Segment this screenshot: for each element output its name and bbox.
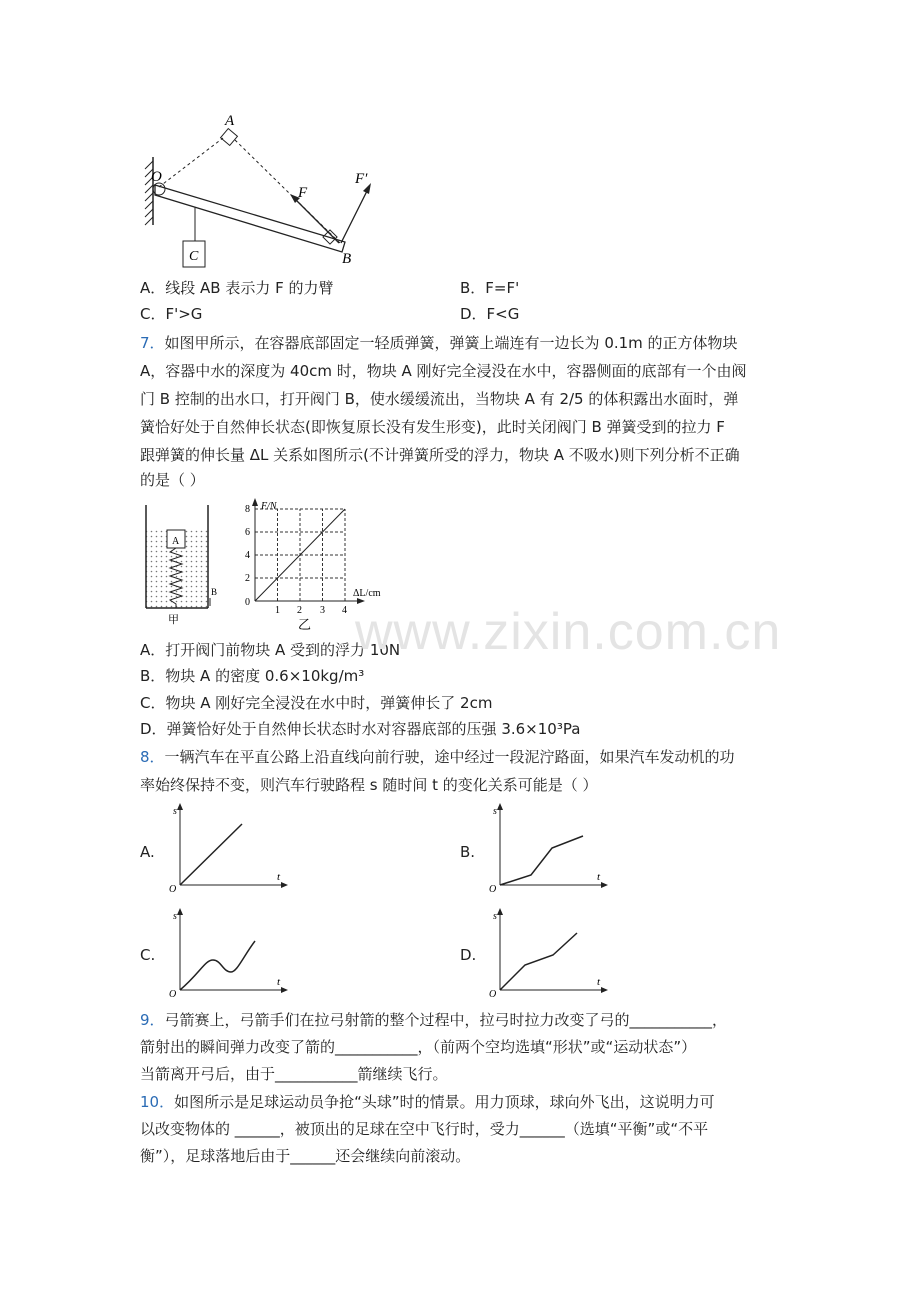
x-tick-4: 4 xyxy=(342,605,347,616)
q8-option-c-label[interactable]: C. xyxy=(140,946,156,964)
st-graph-a[interactable] xyxy=(165,800,290,895)
watermark: www.zixin.com.cn xyxy=(355,603,782,661)
fig-yi-caption: 乙 xyxy=(298,617,312,632)
q7-option-d[interactable]: D．弹簧恰好处于自然伸长状态时水对容器底部的压强 3.6×10³Pa xyxy=(140,720,581,738)
label-O: O xyxy=(151,169,162,185)
st-graph-b[interactable] xyxy=(485,800,610,895)
label-B: B xyxy=(342,251,352,267)
svg-text:t: t xyxy=(277,976,281,988)
q8-number: 8． xyxy=(140,748,165,766)
q6-option-a[interactable]: A．线段 AB 表示力 F 的力臂 xyxy=(140,279,334,297)
q7-line-5: 跟弹簧的伸长量 ΔL 关系如图所示(不计弹簧所受的浮力，物块 A 不吸水)则下列分析不正确 xyxy=(140,446,740,464)
st-graph-c[interactable] xyxy=(165,905,290,1000)
lever-figure xyxy=(135,105,368,270)
svg-text:O: O xyxy=(169,884,177,895)
svg-text:O: O xyxy=(489,989,497,1000)
label-F-prime: F′ xyxy=(355,171,368,187)
y-tick-8: 8 xyxy=(245,504,250,515)
q9-line-1: 9．弓箭赛上，弓箭手们在拉弓射箭的整个过程中，拉弓时拉力改变了弓的___________， xyxy=(140,1011,728,1029)
svg-text:t: t xyxy=(597,976,601,988)
label-F: F xyxy=(298,185,308,201)
y-tick-6: 6 xyxy=(245,527,250,538)
q7-option-c[interactable]: C．物块 A 刚好完全浸没在水中时，弹簧伸长了 2cm xyxy=(140,694,493,712)
svg-text:s: s xyxy=(493,806,497,817)
fig-jia-label-A: A xyxy=(172,536,180,547)
q10-number: 10． xyxy=(140,1093,175,1111)
q8-option-d-label[interactable]: D. xyxy=(460,946,477,964)
q8-line-2: 率始终保持不变，则汽车行驶路程 s 随时间 t 的变化关系可能是（ ） xyxy=(140,776,598,794)
y-tick-2: 2 xyxy=(245,573,250,584)
label-C: C xyxy=(189,249,199,264)
svg-text:t: t xyxy=(597,871,601,883)
svg-text:t: t xyxy=(277,871,281,883)
q8-option-a-label[interactable]: A. xyxy=(140,843,155,861)
y-tick-4: 4 xyxy=(245,550,250,561)
q9-line-3: 当箭离开弓后，由于___________箭继续飞行。 xyxy=(140,1065,448,1083)
q6-option-b[interactable]: B．F=F' xyxy=(460,279,520,297)
y-tick-0: 0 xyxy=(245,597,250,608)
st-graph-d[interactable] xyxy=(485,905,610,1000)
q7-line-4: 簧恰好处于自然伸长状态(即恢复原长没有发生形变)，此时关闭阀门 B 弹簧受到的拉力 F xyxy=(140,418,725,436)
q10-line-2: 以改变物体的 ______，被顶出的足球在空中飞行时，受力______（选填“平衡”或“不平 xyxy=(140,1120,709,1138)
q8-line-1: 8．一辆汽车在平直公路上沿直线向前行驶，途中经过一段泥泞路面，如果汽车发动机的功 xyxy=(140,748,735,766)
svg-text:s: s xyxy=(173,911,177,922)
q10-line-1: 10．如图所示是足球运动员争抢“头球”时的情景。用力顶球，球向外飞出，这说明力可 xyxy=(140,1093,715,1111)
x-tick-2: 2 xyxy=(297,605,302,616)
svg-text:s: s xyxy=(173,806,177,817)
q7-option-a[interactable]: A．打开阀门前物块 A 受到的浮力 10N xyxy=(140,641,401,659)
svg-text:O: O xyxy=(489,884,497,895)
x-tick-1: 1 xyxy=(275,605,280,616)
q6-option-c[interactable]: C．F'>G xyxy=(140,305,203,323)
x-tick-3: 3 xyxy=(320,605,325,616)
svg-text:s: s xyxy=(493,911,497,922)
q8-option-b-label[interactable]: B. xyxy=(460,843,476,861)
q7-line-6: 的是（ ） xyxy=(140,471,205,489)
q7-option-b[interactable]: B．物块 A 的密度 0.6×10kg/m³ xyxy=(140,667,365,685)
svg-text:O: O xyxy=(169,989,177,1000)
q9-number: 9． xyxy=(140,1011,165,1029)
q7-line-2: A，容器中水的深度为 40cm 时，物块 A 刚好完全浸没在水中，容器侧面的底部有一个由阀 xyxy=(140,362,747,380)
container-figure xyxy=(140,500,218,630)
label-A: A xyxy=(225,113,235,129)
q6-option-d[interactable]: D．F<G xyxy=(460,305,520,323)
y-axis-label: F/N xyxy=(261,501,277,512)
x-axis-label: ΔL/cm xyxy=(353,588,381,599)
q7-number: 7． xyxy=(140,334,165,352)
fig-jia-caption: 甲 xyxy=(168,614,179,626)
q7-line-1: 7．如图甲所示，在容器底部固定一轻质弹簧，弹簧上端连有一边长为 0.1m 的正方体物块 xyxy=(140,334,738,352)
fig-jia-label-B: B xyxy=(211,587,218,597)
q10-line-3: 衡”），足球落地后由于______还会继续向前滚动。 xyxy=(140,1147,471,1165)
q7-line-3: 门 B 控制的出水口，打开阀门 B，使水缓缓流出，当物块 A 有 2/5 的体积露出水面时，弹 xyxy=(140,390,739,408)
q9-line-2: 箭射出的瞬间弹力改变了箭的___________，（前两个空均选填“形状”或“运动状态”） xyxy=(140,1038,697,1056)
